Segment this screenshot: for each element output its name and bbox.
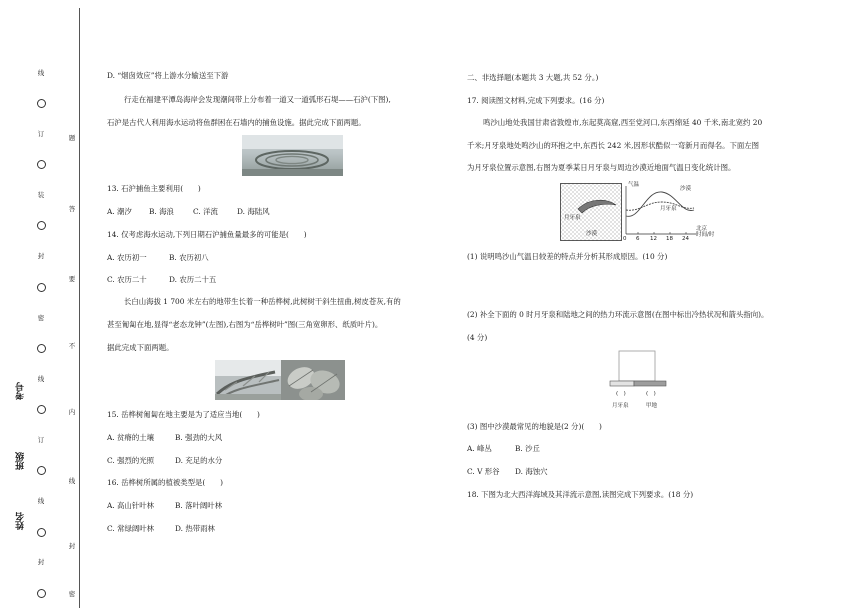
binding-hole bbox=[37, 466, 46, 475]
xtick: 18 bbox=[666, 236, 673, 242]
q16-options-row1 bbox=[107, 500, 222, 511]
q18-stem: 18. 下图为北大西洋海域及其洋流示意图,读图完成下列要求。(18 分) bbox=[467, 490, 694, 499]
q17-material-line2: 千米;月牙泉地处鸣沙山的环抱之中,东西长 242 米,因形状酷似一弯新月而得名。下面左图 bbox=[467, 141, 760, 150]
q17-part3: (3) 图中沙漠最常见的地貌是(2 分)( ) bbox=[467, 422, 602, 431]
legend-desert: 沙漠 bbox=[680, 186, 692, 192]
q16-stem: 16. 岳桦树所属的植被类型是( ) bbox=[107, 478, 223, 487]
xtick: 6 bbox=[636, 236, 640, 242]
option-d: D. 充足的水分 bbox=[175, 456, 223, 465]
section-title: 二、非选择题(本题共 3 大题,共 52 分。) bbox=[467, 73, 599, 82]
legend-spring: 月牙泉 bbox=[660, 206, 677, 212]
class-label: 班级 bbox=[16, 452, 26, 470]
q17-stem: 17. 阅读图文材料,完成下列要求。(16 分) bbox=[467, 96, 605, 105]
chart-xlabel: 北京 时间/时 bbox=[696, 226, 715, 238]
binding-hole bbox=[37, 344, 46, 353]
q15-options-row1 bbox=[107, 432, 222, 443]
shihu-photo-image bbox=[242, 135, 343, 176]
q14-options-row2 bbox=[107, 274, 216, 285]
q15-options-row2 bbox=[107, 455, 222, 466]
label-land: 甲地 bbox=[646, 403, 658, 409]
option-c: C. 强烈的光照 bbox=[107, 456, 155, 465]
binding-mark: 答 bbox=[68, 205, 76, 213]
option-c: C. 农历二十 bbox=[107, 275, 147, 284]
intro-shihu-line1: 行走在福建平潭岛海岸会发现潮间带上分布着一道又一道弧形石堤——石沪(下图), bbox=[124, 95, 391, 104]
option-c: C. 洋流 bbox=[193, 207, 218, 216]
option-b: B. 强劲的大风 bbox=[175, 433, 223, 442]
q12-option-d: D. “烟囱效应”将上游水分输送至下游 bbox=[107, 71, 229, 80]
thermal-circulation-diagram bbox=[608, 348, 668, 412]
binding-hole bbox=[37, 221, 46, 230]
binding-mark: 密 bbox=[68, 590, 76, 598]
crescent-location-map bbox=[560, 183, 622, 241]
xtick: 12 bbox=[650, 236, 657, 242]
binding-mark: 线 bbox=[37, 69, 45, 77]
binding-mark: 订 bbox=[37, 436, 45, 444]
binding-mark: 封 bbox=[68, 542, 76, 550]
yuehua-photos bbox=[215, 360, 345, 400]
option-b: B. 农历初八 bbox=[169, 253, 209, 262]
binding-hole bbox=[37, 589, 46, 598]
binding-mark: 订 bbox=[37, 130, 45, 138]
binding-mark: 题 bbox=[68, 134, 76, 142]
binding-mark: 内 bbox=[68, 408, 76, 416]
binding-mark: 密 bbox=[37, 314, 45, 322]
intro-yuehua-line3: 据此完成下面两题。 bbox=[107, 343, 174, 352]
intro-shihu-line2: 石沪是古代人利用海水运动将鱼群困在石墙内的捕鱼设施。据此完成下面两题。 bbox=[107, 118, 366, 127]
xtick: 24 bbox=[682, 236, 689, 242]
temperature-chart bbox=[622, 180, 722, 244]
crescent-label: 月牙泉 bbox=[564, 215, 581, 221]
q15-stem: 15. 岳桦树匍匐在地主要是为了适应当地( ) bbox=[107, 410, 260, 419]
q17-material-line3: 为月牙泉位置示意图,右图为夏季某日月牙泉与周边沙漠近地面气温日变化统计图。 bbox=[467, 163, 736, 172]
binding-mark: 不 bbox=[68, 342, 76, 350]
q14-options-row1 bbox=[107, 252, 209, 263]
binding-line bbox=[79, 8, 80, 608]
label-spring: 月牙泉 bbox=[612, 403, 629, 409]
option-a: A. 峰丛 bbox=[467, 444, 492, 453]
binding-mark: 装 bbox=[37, 191, 45, 199]
option-b: B. 落叶阔叶林 bbox=[175, 501, 223, 510]
q17-part1: (1) 说明鸣沙山气温日较差的特点并分析其形成原因。(10 分) bbox=[467, 252, 668, 261]
binding-hole bbox=[37, 160, 46, 169]
binding-mark: 线 bbox=[68, 477, 76, 485]
binding-mark: 封 bbox=[37, 252, 45, 260]
binding-hole bbox=[37, 528, 46, 537]
option-a: A. 高山针叶林 bbox=[107, 501, 154, 510]
q13-stem: 13. 石沪捕鱼主要利用( ) bbox=[107, 184, 201, 193]
q17-material-line1: 鸣沙山地处我国甘肃省敦煌市,东起莫高窟,西至党河口,东西绵延 40 千米,南北宽约 20 bbox=[483, 118, 763, 127]
binding-mark: 线 bbox=[37, 375, 45, 383]
desert-label: 沙漠 bbox=[586, 231, 598, 237]
name-label: 姓名 bbox=[16, 512, 26, 530]
blank-spring: ( ) bbox=[616, 391, 626, 397]
binding-mark: 线 bbox=[37, 497, 45, 505]
intro-yuehua-line1: 长白山海拔 1 700 米左右的地带生长着一种岳桦树,此树树干斜生扭曲,树皮苍灰,有的 bbox=[124, 297, 401, 306]
option-b: B. 海浪 bbox=[149, 207, 174, 216]
option-a: A. 潮汐 bbox=[107, 207, 132, 216]
q17-part2: (2) 补全下面的 0 时月牙泉和陆地之间的热力环流示意图(在图中标出冷热状况和箭头指向)。 bbox=[467, 310, 769, 319]
chart-ylabel: 气温 bbox=[628, 182, 640, 188]
option-a: A. 贫瘠的土壤 bbox=[107, 433, 154, 442]
q14-stem: 14. 仅考虑海水运动,下列日期石沪捕鱼量最多的可能是( ) bbox=[107, 230, 307, 239]
option-d: D. 海蚀穴 bbox=[515, 467, 548, 476]
option-c: C. 常绿阔叶林 bbox=[107, 524, 155, 533]
thermal-circulation-svg bbox=[608, 348, 668, 388]
blank-land: ( ) bbox=[646, 391, 656, 397]
option-c: C. V 形谷 bbox=[467, 467, 500, 476]
q17-part3-options-row2 bbox=[467, 466, 548, 477]
option-d: D. 海陆风 bbox=[237, 207, 270, 216]
option-b: B. 沙丘 bbox=[515, 444, 540, 453]
binding-mark: 要 bbox=[68, 275, 76, 283]
option-d: D. 热带雨林 bbox=[175, 524, 215, 533]
student-id-label: 考号 bbox=[16, 382, 26, 400]
q17-part2-score: (4 分) bbox=[467, 333, 488, 342]
q13-options bbox=[107, 206, 270, 217]
q16-options-row2 bbox=[107, 523, 215, 534]
yuehua-leaf-photo bbox=[281, 360, 345, 400]
binding-mark: 封 bbox=[37, 558, 45, 566]
xtick: 0 bbox=[623, 236, 627, 242]
binding-hole bbox=[37, 405, 46, 414]
option-a: A. 农历初一 bbox=[107, 253, 147, 262]
q17-part3-options-row1 bbox=[467, 443, 540, 454]
binding-hole bbox=[37, 99, 46, 108]
option-d: D. 农历二十五 bbox=[169, 275, 217, 284]
shihu-photo bbox=[242, 135, 343, 176]
binding-hole bbox=[37, 283, 46, 292]
intro-yuehua-line2: 甚至匍匐在地,显得“老态龙钟”(左图),右图为“岳桦树叶”图(三角宽卵形、纸质叶片)。 bbox=[107, 320, 383, 329]
